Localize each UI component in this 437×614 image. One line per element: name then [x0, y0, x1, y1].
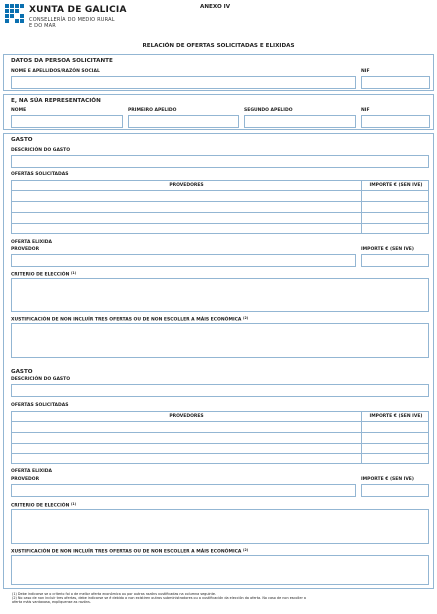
logo-department: CONSELLERÍA DO MEDIO RURAL	[29, 17, 115, 23]
table-row[interactable]	[12, 213, 428, 224]
applicant-nif-field[interactable]	[361, 76, 430, 89]
amount-label: IMPORTE € (SEN IVE)	[361, 477, 414, 482]
xunta-emblem-icon	[5, 4, 24, 23]
table-column-divider	[361, 181, 362, 233]
rep-nif-field[interactable]	[361, 115, 430, 128]
justification-note: (2)	[242, 548, 249, 552]
justification-field[interactable]	[11, 555, 429, 585]
justification-label	[11, 316, 248, 323]
criterion-note: (1)	[70, 271, 77, 275]
rep-surname1-field[interactable]	[128, 115, 239, 128]
table-row[interactable]	[12, 443, 428, 454]
justification-note: (2)	[242, 316, 249, 320]
representative-section	[3, 94, 434, 130]
footnote-2-continued: oferta máis vantaxosa, explíquense as razóns.	[12, 600, 91, 605]
criterion-label-text: CRITERIO DE ELECCIÓN	[11, 503, 70, 509]
offers-requested-label: OFERTAS SOLICITADAS	[11, 403, 69, 408]
expense-description-field[interactable]	[11, 384, 429, 397]
table-row[interactable]	[12, 422, 428, 433]
chosen-offer-label: OFERTA ELIXIDA	[11, 240, 52, 245]
xunta-logo	[5, 4, 145, 36]
provider-field[interactable]	[11, 254, 356, 267]
expense-title: GASTO	[11, 369, 33, 375]
provider-label: PROVEDOR	[11, 247, 40, 252]
rep-surname2-label: SEGUNDO APELIDO	[244, 108, 293, 113]
provider-label: PROVEDOR	[11, 477, 40, 482]
annex-label: ANEXO IV	[200, 4, 231, 10]
offers-table	[11, 411, 429, 464]
criterion-label-text: CRITERIO DE ELECCIÓN	[11, 272, 70, 278]
expense-description-field[interactable]	[11, 155, 429, 168]
applicant-name-field[interactable]	[11, 76, 356, 89]
criterion-note: (1)	[70, 502, 77, 506]
justification-label-text: XUSTIFICACIÓN DE NON INCLUÍR TRES OFERTAS OU DE NON ESCOLLER A MÁIS ECONÓMICA	[11, 549, 242, 555]
amount-label: IMPORTE € (SEN IVE)	[361, 247, 414, 252]
rep-name-label: NOME	[11, 108, 27, 113]
expenses-section	[3, 133, 434, 589]
criterion-label	[11, 502, 76, 509]
justification-field[interactable]	[11, 323, 429, 358]
footnotes	[12, 592, 428, 605]
col-amount: IMPORTE € (SEN IVE)	[369, 414, 423, 419]
document-title: RELACIÓN DE OFERTAS SOLICITADAS E ELIXIDAS	[142, 43, 295, 49]
table-row[interactable]	[12, 202, 428, 213]
expense-description-label: DESCRICIÓN DO GASTO	[11, 148, 71, 153]
logo-department-line2: E DO MAR	[29, 23, 56, 29]
offers-table	[11, 180, 429, 234]
applicant-title: DATOS DA PERSOA SOLICITANTE	[11, 58, 113, 64]
representative-title: E, NA SÚA REPRESENTACIÓN	[11, 98, 101, 104]
expense-title: GASTO	[11, 137, 33, 143]
applicant-section	[3, 54, 434, 91]
amount-field[interactable]	[361, 254, 429, 267]
amount-field[interactable]	[361, 484, 429, 497]
table-column-divider	[361, 412, 362, 463]
chosen-offer-label: OFERTA ELIXIDA	[11, 469, 52, 474]
rep-surname2-field[interactable]	[244, 115, 356, 128]
criterion-field[interactable]	[11, 509, 429, 544]
logo-title: XUNTA DE GALICIA	[29, 5, 127, 15]
table-row[interactable]	[12, 454, 428, 465]
table-row[interactable]	[12, 191, 428, 202]
justification-label-text: XUSTIFICACIÓN DE NON INCLUÍR TRES OFERTAS OU DE NON ESCOLLER A MÁIS ECONÓMICA	[11, 317, 242, 323]
footnote-1: (1) Debe indicarse se o criterio foi o de mellor oferta económica ou por outras razóns xustificadas na columna seguinte.	[12, 592, 217, 596]
col-providers: PROVEDORES	[169, 414, 204, 419]
table-row[interactable]	[12, 224, 428, 235]
criterion-field[interactable]	[11, 278, 429, 312]
rep-name-field[interactable]	[11, 115, 123, 128]
justification-label	[11, 548, 248, 555]
rep-nif-label: NIF	[361, 108, 370, 113]
col-amount: IMPORTE € (SEN IVE)	[369, 183, 423, 188]
offers-requested-label: OFERTAS SOLICITADAS	[11, 172, 69, 177]
criterion-label	[11, 271, 76, 278]
col-providers: PROVEDORES	[169, 183, 204, 188]
footnote-2: (2) No caso de non incluír tres ofertas, debe indicarse se é debido a non existiren outros subministradores ou a xustificación da elección da oferta. No caso de non escoller a	[12, 596, 307, 601]
applicant-name-label: NOME E APELLIDOS/RAZÓN SOCIAL	[11, 69, 100, 74]
rep-surname1-label: PRIMEIRO APELIDO	[128, 108, 177, 113]
applicant-nif-label: NIF	[361, 69, 370, 74]
provider-field[interactable]	[11, 484, 356, 497]
expense-description-label: DESCRICIÓN DO GASTO	[11, 377, 71, 382]
